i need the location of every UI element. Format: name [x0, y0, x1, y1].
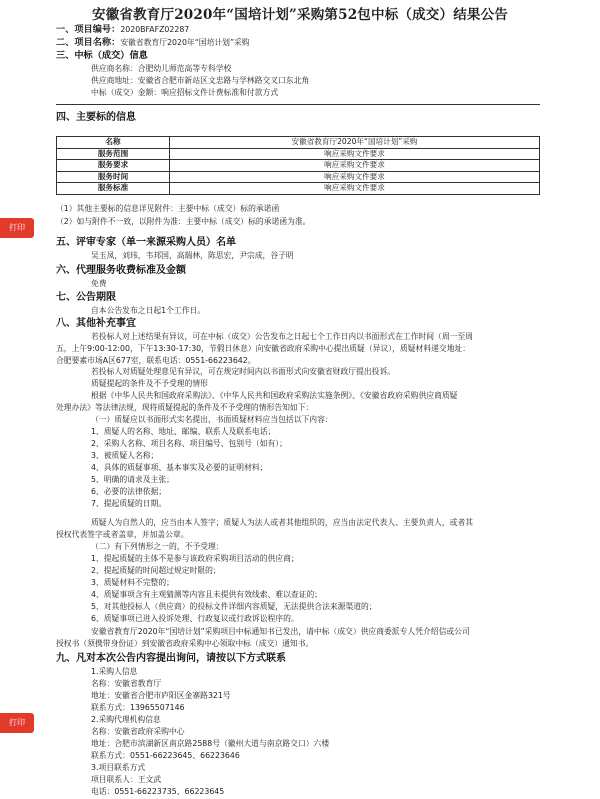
- list-item: 6、质疑事项已进入投诉处理、行政复议或行政诉讼程序的。: [91, 614, 299, 623]
- section-label: 二、项目名称：: [56, 37, 121, 48]
- table-cell-value: 响应采购文件要求: [170, 148, 540, 160]
- list-item: 1、质疑人的名称、地址、邮编、联系人及联系电话；: [91, 427, 276, 436]
- paragraph: 授权书（须携带身份证）到安徽省政府采购中心领取中标（成交）通知书。: [56, 639, 314, 648]
- contact-line: 联系方式：0551-66223645、66223646: [91, 751, 240, 760]
- supplier-name: 供应商名称：合肥幼儿师范高等专科学校: [91, 64, 232, 73]
- supplier-address: 供应商地址：安徽省合肥市新站区文忠路与学林路交叉口东北角: [91, 76, 310, 85]
- print-button[interactable]: 打印: [0, 218, 34, 238]
- table-cell-key: 服务标准: [57, 183, 170, 195]
- section-period-heading: 七、公告期限: [56, 292, 116, 303]
- list-item: 3、质疑材料不完整的；: [91, 578, 174, 587]
- table-row: [57, 171, 540, 183]
- table-cell-value: 响应采购文件要求: [170, 183, 540, 195]
- paragraph: 若投标人对质疑处理意见有异议，可在规定时间内以书面形式向安徽省财政厅提出投诉。: [91, 367, 396, 376]
- contact-line: 1.采购人信息: [91, 667, 138, 676]
- table-cell-key: 服务时间: [57, 171, 170, 183]
- table-row: [57, 148, 540, 160]
- expert-names: 吴玉凤，刘玮，韦邦国，高瑞林，陈思宏，尹宗成，谷子明: [91, 251, 294, 260]
- project-name-value: 安徽省教育厅2020年“国培计划”采购: [120, 38, 250, 47]
- contact-line: 名称：安徽省政府采购中心: [91, 727, 185, 736]
- paragraph: 质疑提起的条件及不予受理的情形: [91, 379, 208, 388]
- section-project-name: [56, 38, 250, 48]
- contact-line: 地址：安徽省合肥市庐阳区金寨路321号: [91, 691, 231, 700]
- paragraph: （二）有下列情形之一的，不予受理：: [91, 542, 224, 551]
- award-amount: 中标（成交）金额：响应招标文件计费标准和付款方式: [91, 88, 279, 97]
- paragraph: （一）质疑应以书面形式实名提出，书面质疑材料应当包括以下内容：: [91, 415, 333, 424]
- list-item: 5、明确的请求及主张；: [91, 475, 174, 484]
- section-fee-heading: 六、代理服务收费标准及金额: [56, 265, 186, 276]
- list-item: 2、采购人名称、项目名称、项目编号、包别号（如有）；: [91, 439, 287, 448]
- table-cell-key: 名称: [57, 137, 170, 149]
- table-row: [57, 183, 540, 195]
- contact-line: 3.项目联系方式: [91, 763, 146, 772]
- list-item: 7、提起质疑的日期。: [91, 499, 167, 508]
- contact-line: 名称：安徽省教育厅: [91, 679, 162, 688]
- table-cell-value: 响应采购文件要求: [170, 171, 540, 183]
- list-item: 2、提起质疑的时间超过规定时限的；: [91, 566, 221, 575]
- section-contact-heading: 九、凡对本次公告内容提出询问，请按以下方式联系: [56, 653, 286, 664]
- section-subject-info-heading: 四、主要标的信息: [56, 112, 136, 123]
- section-project-number: [56, 25, 189, 35]
- table-cell-value: 响应采购文件要求: [170, 160, 540, 172]
- table-note-1: （1）其他主要标的信息详见附件：主要中标（成交）标的承诺函: [56, 204, 280, 213]
- section-supplement-heading: 八、其他补充事宜: [56, 318, 136, 329]
- paragraph: 五，上午9:00-12:00，下午13:30-17:30，节假日休息）向安徽省政府采购中心提出质疑（异议），质疑材料递交地址：: [56, 344, 471, 353]
- section-label: 一、项目编号：: [56, 24, 121, 35]
- print-button-lower[interactable]: 打印: [0, 713, 34, 733]
- list-item: 3、被质疑人名称；: [91, 451, 159, 460]
- table-cell-key: 服务要求: [57, 160, 170, 172]
- contact-line: 电话：0551-66223735、66223645: [91, 787, 225, 796]
- paragraph: 质疑人为自然人的，应当由本人签字；质疑人为法人或者其他组织的，应当由法定代表人、主要负责人，或者其: [91, 518, 474, 527]
- paragraph: 根据《中华人民共和国政府采购法》、《中华人民共和国政府采购法实施条例》、《安徽省政府采购供应商质疑: [91, 391, 458, 400]
- table-cell-key: 服务范围: [57, 148, 170, 160]
- paragraph: 安徽省教育厅2020年“国培计划”采购项目中标通知书已发出，请中标（成交）供应商委派专人凭介绍信或公司: [91, 627, 470, 636]
- page-title: 安徽省教育厅2020年“国培计划”采购第52包中标（成交）结果公告: [92, 7, 508, 23]
- section-experts-heading: 五、评审专家（单一来源采购人员）名单: [56, 237, 236, 248]
- contact-line: 地址：合肥市滨湖新区南京路2588号（徽州大道与南京路交口）六楼: [91, 739, 330, 748]
- list-item: 4、具体的质疑事项、基本事实及必要的证明材料；: [91, 463, 268, 472]
- list-item: 5、对其他投标人（供应商）的投标文件详细内容质疑，无法提供合法来源渠道的；: [91, 602, 377, 611]
- contact-line: 联系方式：13965507146: [91, 703, 185, 712]
- project-number-value: 2020BFAFZ02287: [120, 25, 190, 34]
- divider: [56, 104, 540, 105]
- period-value: 自本公告发布之日起1个工作日。: [91, 306, 206, 315]
- contact-line: 2.采购代理机构信息: [91, 715, 161, 724]
- list-item: 6、必要的法律依据；: [91, 487, 167, 496]
- subject-info-table: [56, 136, 540, 195]
- paragraph: 若投标人对上述结果有异议，可在中标（成交）公告发布之日起七个工作日内以书面形式在工作时间（周一至周: [91, 332, 474, 341]
- paragraph: 合肥要素市场A区677室，联系电话：0551-66223642。: [56, 356, 256, 365]
- table-row: [57, 137, 540, 149]
- paragraph: 处理办法》等法律法规，现将质疑提起的条件及不予受理的情形告知如下：: [56, 403, 314, 412]
- table-note-2: （2）如与附件不一致，以附件为准：主要中标（成交）标的承诺函为准。: [56, 217, 311, 226]
- list-item: 1、提起质疑的主体不是参与该政府采购项目活动的供应商；: [91, 554, 299, 563]
- section-award-info-heading: 三、中标（成交）信息: [56, 50, 148, 61]
- table-cell-value: 安徽省教育厅2020年“国培计划”采购: [170, 137, 540, 149]
- paragraph: 授权代表签字或者盖章，并加盖公章。: [56, 530, 189, 539]
- table-row: [57, 160, 540, 172]
- list-item: 4、质疑事项含有主观猜测等内容且未提供有效线索、难以查证的；: [91, 590, 323, 599]
- fee-value: 免费: [91, 279, 107, 288]
- contact-line: 项目联系人：王文武: [91, 775, 162, 784]
